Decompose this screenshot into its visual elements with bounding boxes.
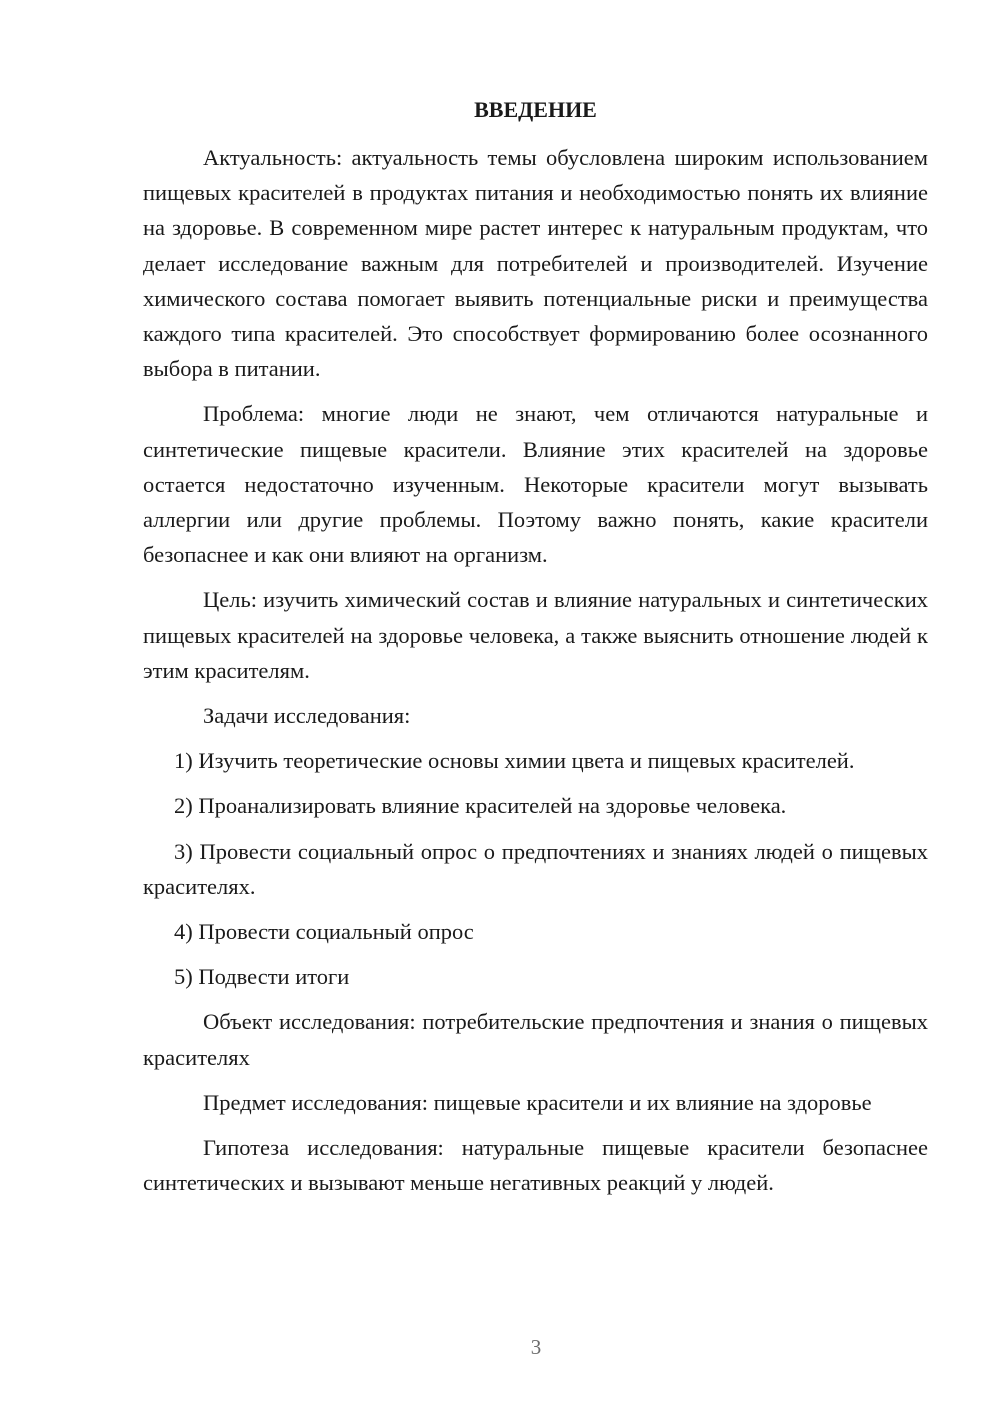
page-number: 3 [530,1335,542,1359]
task-item-2: 2) Проанализировать влияние красителей на здоровье человека. [174,793,787,819]
task-item-4: 4) Провести социальный опрос [174,919,474,945]
paragraph-goal: Цель: изучить химический состав и влияние натуральных и синтетических пищевых красителей на здоровье человека, а также выяснить отношение людей к этим красителям. [143,587,928,683]
paragraph-problem: Проблема: многие люди не знают, чем отличаются натуральные и синтетические пищевые красители. Влияние этих красителей на здоровье остается недостаточно изученным. Некоторые красители могут вызывать аллергии или другие проблемы. Поэтому важно понять, какие красители безопаснее и как они влияют на организм. [143,401,928,568]
page-content [143,88,928,1210]
task-item-1: 1) Изучить теоретические основы химии цвета и пищевых красителей. [174,748,855,774]
paragraph-relevance: Актуальность: актуальность темы обусловлена широким использованием пищевых красителей в продуктах питания и необходимостью понять их влияние на здоровье. В современном мире растет интерес к натуральным продуктам, что делает исследование важным для потребителей и производителей. Изучение химического состава помогает выявить потенциальные риски и преимущества каждого типа красителей. Это способствует формированию более осознанного выбора в питании. [143,145,928,382]
task-item-5: 5) Подвести итоги [174,964,350,990]
paragraph-tasks-heading: Задачи исследования: [203,703,411,729]
paragraph-subject: Предмет исследования: пищевые красители и их влияние на здоровье [203,1089,872,1115]
paragraph-object: Объект исследования: потребительские предпочтения и знания о пищевых красителях [143,1009,928,1070]
paragraph-hypothesis: Гипотеза исследования: натуральные пищевые красители безопаснее синтетических и вызывают меньше негативных реакций у людей. [143,1135,928,1196]
task-item-3: 3) Провести социальный опрос о предпочтениях и знаниях людей о пищевых красителях. [143,838,928,899]
section-title: ВВЕДЕНИЕ [474,97,597,122]
